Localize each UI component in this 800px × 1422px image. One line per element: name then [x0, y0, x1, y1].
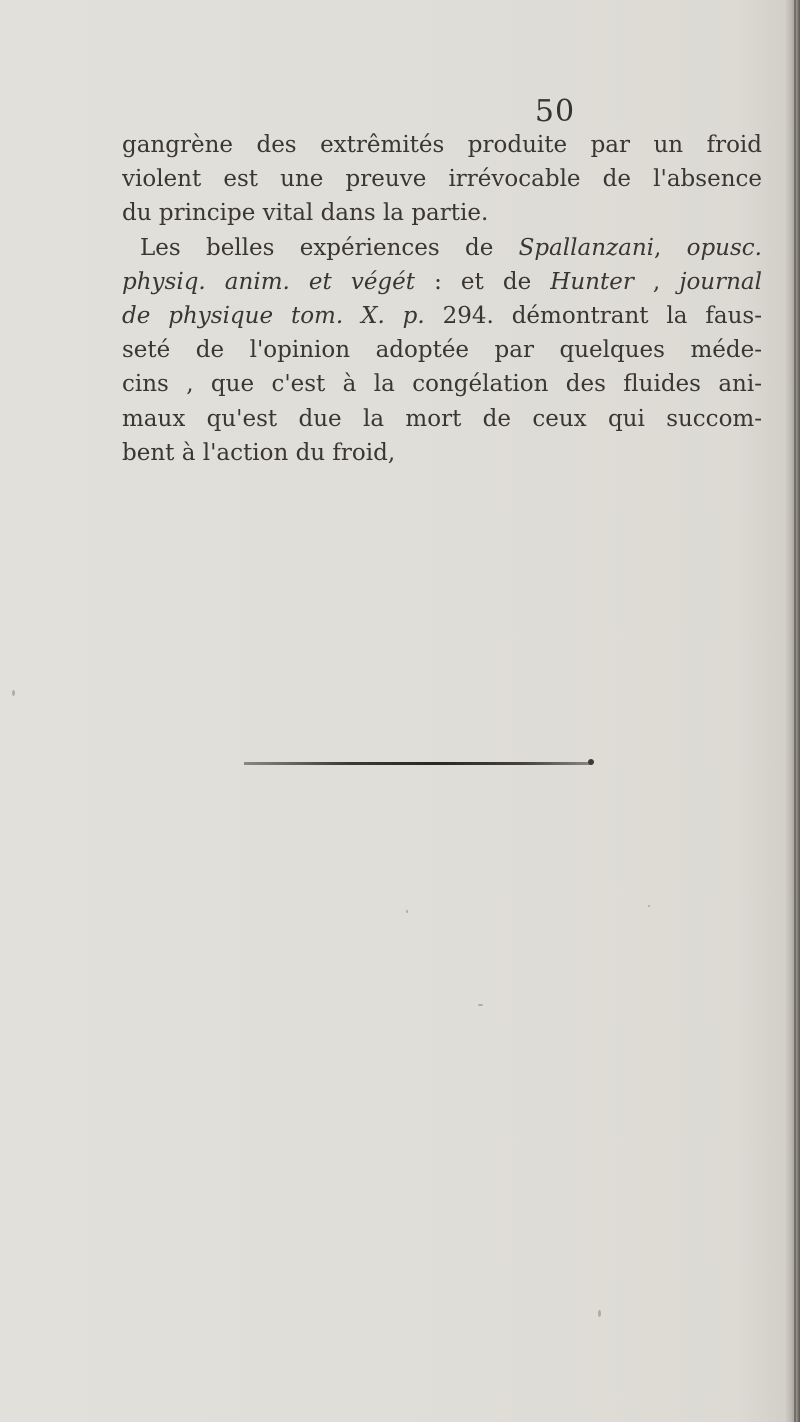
text-line-3: du principe vital dans la partie.: [122, 200, 489, 227]
citation-physiq: physiq. anim. et végét: [122, 268, 416, 295]
text-line-1: gangrène des extrêmités produite par un froid: [122, 132, 762, 158]
text-line-4-part-3: ,: [654, 234, 687, 261]
text-line-9: maux qu'est due la mort de ceux qui succom-: [122, 405, 762, 432]
citation-journal: journal: [679, 268, 762, 295]
paper-speck: [406, 910, 408, 913]
author-spallanzani: Spallanzani: [518, 234, 655, 261]
paper-speck: [478, 1004, 483, 1006]
text-line-6: [122, 299, 762, 333]
body-text: [122, 128, 762, 470]
text-line-7: seté de l'opinion adoptée par quelques méde-: [122, 337, 762, 364]
text-line-5: [122, 265, 762, 299]
text-line-5-part-4: ,: [633, 268, 680, 295]
paper-speck: [648, 905, 650, 907]
text-line-6-part-2: 294. démontrant la faus-: [424, 303, 762, 330]
citation-opusc: opusc.: [686, 234, 762, 261]
page-edge: [784, 0, 800, 1422]
paper-speck: [12, 690, 15, 696]
paper-speck: [598, 1310, 601, 1317]
citation-tom: de physique tom. X. p.: [122, 303, 425, 330]
author-hunter: Hunter: [550, 268, 634, 295]
text-line-2: violent est une preuve irrévocable de l'absence: [122, 166, 762, 193]
text-line-4: [122, 231, 762, 265]
end-rule-tail: [588, 759, 594, 765]
text-line-4-part-1: Les belles expériences de: [140, 234, 519, 261]
page-number: 50: [534, 94, 576, 129]
text-line-5-part-2: : et de: [415, 268, 551, 295]
page-edge-line: [794, 0, 796, 1422]
text-line-10: bent à l'action du froid,: [122, 439, 396, 466]
end-rule: [244, 762, 592, 765]
text-line-8: cins , que c'est à la congélation des fluides ani-: [122, 371, 762, 398]
